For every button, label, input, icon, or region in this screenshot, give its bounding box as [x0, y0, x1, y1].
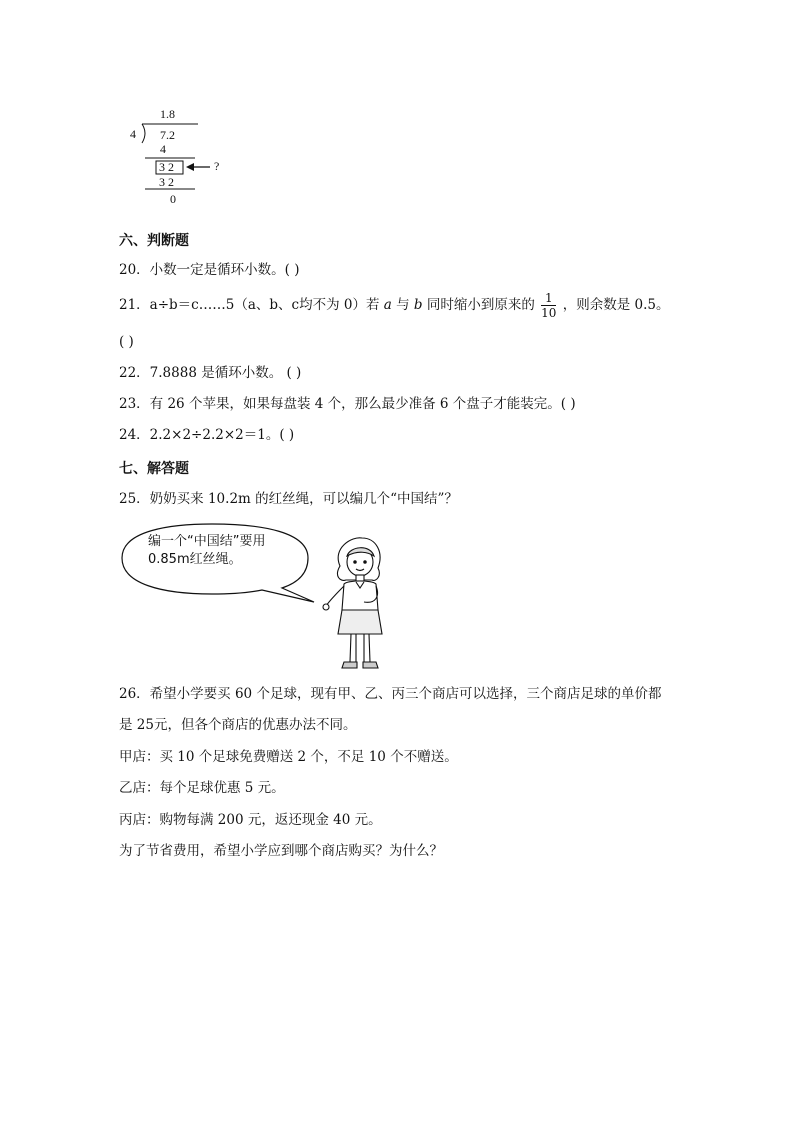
- long-division-figure: [120, 105, 240, 210]
- question-21-part-a: 21．a÷b＝c……5（a、b、c均不为 0）若: [119, 297, 380, 313]
- question-21-part-c: 同时缩小到原来的: [426, 297, 535, 313]
- division-question-mark: ?: [214, 159, 220, 173]
- division-remainder: 0: [170, 192, 176, 206]
- shop-b-offer: 乙店：每个足球优惠 5 元。: [119, 780, 285, 796]
- division-quotient: 1.8: [160, 107, 175, 121]
- fraction-one-tenth: [541, 291, 556, 320]
- section-heading-judgement: 六、判断题: [119, 233, 189, 249]
- question-24: 24．2.2×2÷2.2×2＝1。( ): [119, 427, 295, 443]
- bubble-text-line1: 编一个“中国结”要用: [148, 534, 266, 549]
- division-bracket: [120, 105, 240, 210]
- question-22: 22．7.8888 是循环小数。 ( ): [119, 365, 302, 381]
- division-step1: 4: [160, 142, 166, 156]
- girl-illustration: [318, 536, 398, 676]
- question-23: 23．有 26 个苹果，如果每盘装 4 个，那么最少准备 6 个盘子才能装完。( ): [119, 396, 576, 412]
- question-21-answer-paren: ( ): [119, 334, 134, 350]
- fraction-denominator: 10: [541, 306, 557, 320]
- section-heading-solve: 七、解答题: [119, 461, 189, 477]
- division-step2: 3 2: [159, 175, 174, 189]
- question-25: 25．奶奶买来 10.2m 的红丝绳，可以编几个“中国结”？: [119, 491, 458, 507]
- division-boxed-value: 3 2: [159, 160, 174, 174]
- fraction-numerator: 1: [541, 291, 556, 306]
- shop-a-offer: 甲店：买 10 个足球免费赠送 2 个，不足 10 个不赠送。: [119, 749, 458, 765]
- question-26-line1: 26．希望小学要买 60 个足球，现有甲、乙、丙三个商店可以选择，三个商店足球的单价都: [119, 686, 662, 702]
- division-dividend: 7.2: [160, 128, 175, 142]
- bubble-text-line2: 0.85m红丝绳。: [148, 552, 242, 567]
- question-21-part-b: 与: [396, 297, 410, 313]
- question-21-var-a: a: [383, 297, 392, 313]
- question-21-part-d: ，则余数是 0.5。: [562, 297, 670, 313]
- question-21-var-b: b: [413, 297, 423, 313]
- division-divisor: 4: [130, 127, 136, 141]
- question-26-line2: 是 25元，但各个商店的优惠办法不同。: [119, 717, 357, 733]
- question-26-ask: 为了节省费用，希望小学应到哪个商店购买？为什么？: [119, 843, 443, 859]
- shop-c-offer: 丙店：购物每满 200 元，返还现金 40 元。: [119, 812, 382, 828]
- question-21: [119, 290, 670, 320]
- question-20: 20．小数一定是循环小数。( ): [119, 262, 300, 278]
